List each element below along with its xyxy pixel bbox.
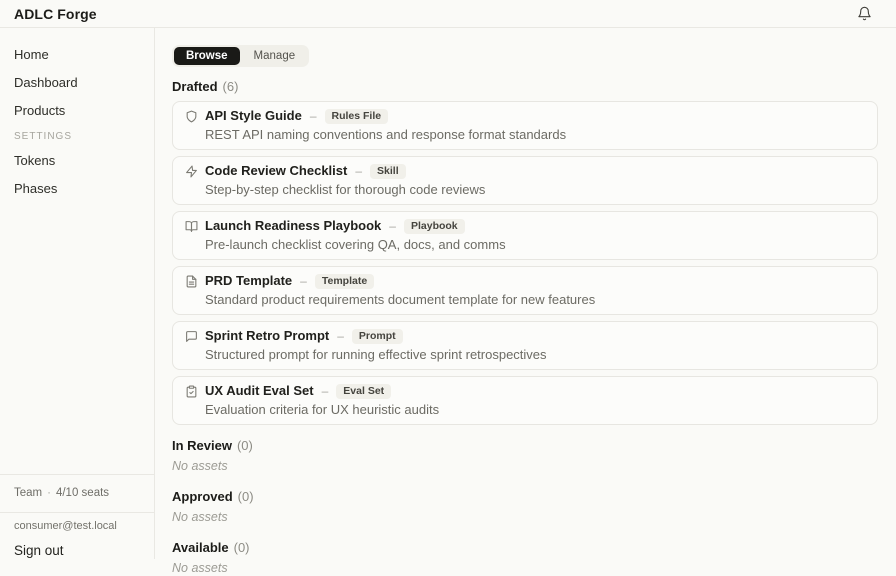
file-text-icon bbox=[185, 273, 198, 308]
section-title: Drafted bbox=[172, 79, 218, 94]
sidebar-nav bbox=[0, 28, 154, 209]
asset-type-badge: Template bbox=[315, 274, 374, 289]
main-content bbox=[155, 28, 896, 575]
section-count: (0) bbox=[233, 540, 250, 555]
asset-type-badge: Playbook bbox=[404, 219, 465, 234]
asset-description: Structured prompt for running effective sprint retrospectives bbox=[205, 347, 547, 362]
section-title: Approved bbox=[172, 489, 233, 504]
clipboard-check-icon bbox=[185, 383, 198, 418]
separator-dash: – bbox=[300, 274, 307, 288]
section-heading-drafted bbox=[172, 79, 878, 95]
team-label: Team bbox=[14, 487, 43, 499]
sidebar-item-products[interactable]: Products bbox=[14, 103, 66, 118]
asset-name: UX Audit Eval Set bbox=[205, 383, 314, 398]
book-open-icon bbox=[185, 218, 198, 253]
zap-icon bbox=[185, 163, 198, 198]
asset-card-code-review-checklist[interactable] bbox=[172, 156, 878, 205]
bell-icon bbox=[857, 6, 872, 21]
section-title: In Review bbox=[172, 438, 232, 453]
asset-card-prd-template[interactable] bbox=[172, 266, 878, 315]
section-heading-available bbox=[172, 540, 878, 556]
sidebar-item-tokens[interactable]: Tokens bbox=[14, 153, 56, 168]
asset-description: Standard product requirements document template for new features bbox=[205, 292, 596, 307]
separator-dash: – bbox=[321, 384, 329, 398]
asset-type-badge: Rules File bbox=[325, 109, 389, 124]
sidebar-item-phases[interactable]: Phases bbox=[14, 181, 58, 196]
section-count: (6) bbox=[222, 79, 239, 94]
section-count: (0) bbox=[237, 489, 254, 504]
team-separator: · bbox=[47, 487, 51, 499]
app-header bbox=[0, 0, 896, 28]
asset-name: PRD Template bbox=[205, 273, 293, 288]
section-heading-in-review bbox=[172, 438, 878, 454]
empty-state-in-review: No assets bbox=[172, 459, 228, 473]
sidebar-section-settings-label: SETTINGS bbox=[14, 131, 73, 142]
asset-name: Code Review Checklist bbox=[205, 163, 348, 178]
sidebar-item-home[interactable]: Home bbox=[14, 47, 49, 62]
sidebar-spacer bbox=[0, 209, 154, 474]
notifications-button[interactable] bbox=[857, 6, 872, 21]
shield-icon bbox=[185, 108, 198, 143]
section-count: (0) bbox=[236, 438, 253, 453]
section-title: Available bbox=[172, 540, 229, 555]
team-seats-value: 4/10 seats bbox=[55, 487, 110, 499]
tab-browse[interactable]: Browse bbox=[174, 47, 240, 65]
message-square-icon bbox=[185, 328, 198, 363]
asset-description: Step-by-step checklist for thorough code reviews bbox=[205, 182, 486, 197]
asset-description: REST API naming conventions and response format standards bbox=[205, 127, 567, 142]
asset-name: API Style Guide bbox=[205, 108, 302, 123]
separator-dash: – bbox=[337, 329, 344, 343]
app-title: ADLC Forge bbox=[14, 5, 97, 22]
asset-card-launch-readiness-playbook[interactable] bbox=[172, 211, 878, 260]
asset-description: Pre-launch checklist covering QA, docs, and comms bbox=[205, 237, 506, 252]
asset-card-api-style-guide[interactable] bbox=[172, 101, 878, 150]
separator-dash: – bbox=[355, 164, 363, 178]
asset-name: Launch Readiness Playbook bbox=[205, 218, 382, 233]
separator-dash: – bbox=[309, 109, 317, 123]
empty-state-available: No assets bbox=[172, 561, 228, 575]
sign-out-button[interactable]: Sign out bbox=[14, 543, 64, 558]
tab-manage[interactable]: Manage bbox=[242, 47, 308, 65]
asset-type-badge: Eval Set bbox=[336, 384, 391, 399]
asset-name: Sprint Retro Prompt bbox=[205, 328, 330, 343]
user-email: consumer@test.local bbox=[14, 520, 117, 532]
sidebar-item-dashboard[interactable]: Dashboard bbox=[14, 75, 78, 90]
separator-dash: – bbox=[389, 219, 396, 233]
team-seats-row bbox=[0, 474, 154, 512]
asset-type-badge: Skill bbox=[370, 164, 406, 179]
account-section bbox=[0, 512, 154, 559]
asset-card-sprint-retro-prompt[interactable] bbox=[172, 321, 878, 370]
section-heading-approved bbox=[172, 489, 878, 505]
asset-card-ux-audit-eval-set[interactable] bbox=[172, 376, 878, 425]
asset-type-badge: Prompt bbox=[352, 329, 403, 344]
empty-state-approved: No assets bbox=[172, 510, 228, 524]
asset-description: Evaluation criteria for UX heuristic audits bbox=[205, 402, 440, 417]
view-tabs bbox=[172, 45, 309, 67]
sidebar bbox=[0, 28, 155, 559]
